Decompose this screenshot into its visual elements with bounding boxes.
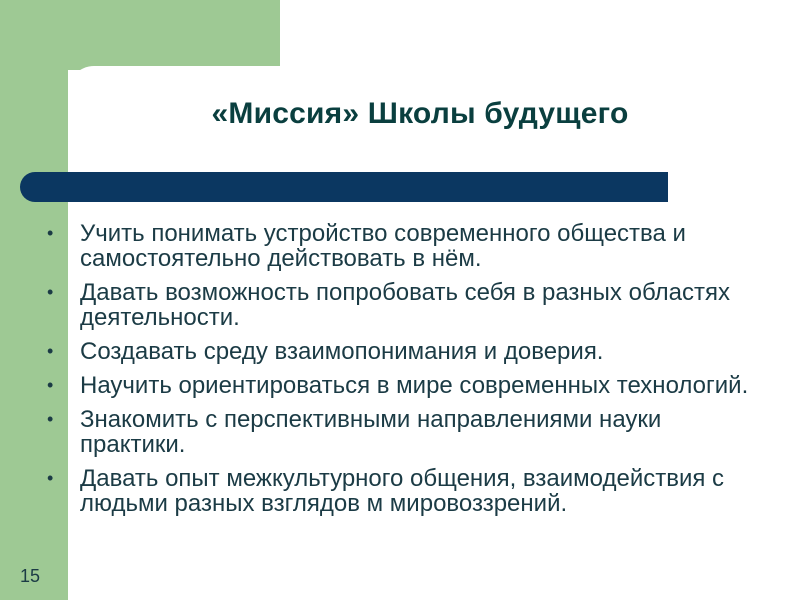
bullet-item [44,280,764,330]
bullet-marker: • [47,282,54,302]
bullet-marker: • [47,223,54,243]
bullet-item [44,466,764,516]
page-number: 15 [20,566,41,586]
bullet-text: Научить ориентироваться в мире современных технологий. [80,372,749,399]
bullet-marker: • [47,468,54,488]
bullet-text: Учить понимать устройство современного общества и самостоятельно действовать в нём. [80,220,686,272]
bullet-list [44,221,764,525]
title-underline-bar [20,172,668,202]
slide-title: «Миссия» Школы будущего [211,97,629,130]
bullet-item [44,339,764,364]
bullet-text: Давать опыт межкультурного общения, взаимодействия с людьми разных взглядов м мировоззрений. [80,465,725,517]
bullet-marker: • [47,341,54,361]
bullet-item [44,407,764,457]
bullet-text: Давать возможность попробовать себя в разных областях деятельности. [80,279,730,331]
bullet-item [44,373,764,398]
bullet-text: Знакомить с перспективными направлениями науки практики. [80,406,662,458]
bullet-text: Создавать среду взаимопонимания и доверия. [80,338,604,365]
bullet-marker: • [47,409,54,429]
bullet-item [44,221,764,271]
bullet-marker: • [47,375,54,395]
